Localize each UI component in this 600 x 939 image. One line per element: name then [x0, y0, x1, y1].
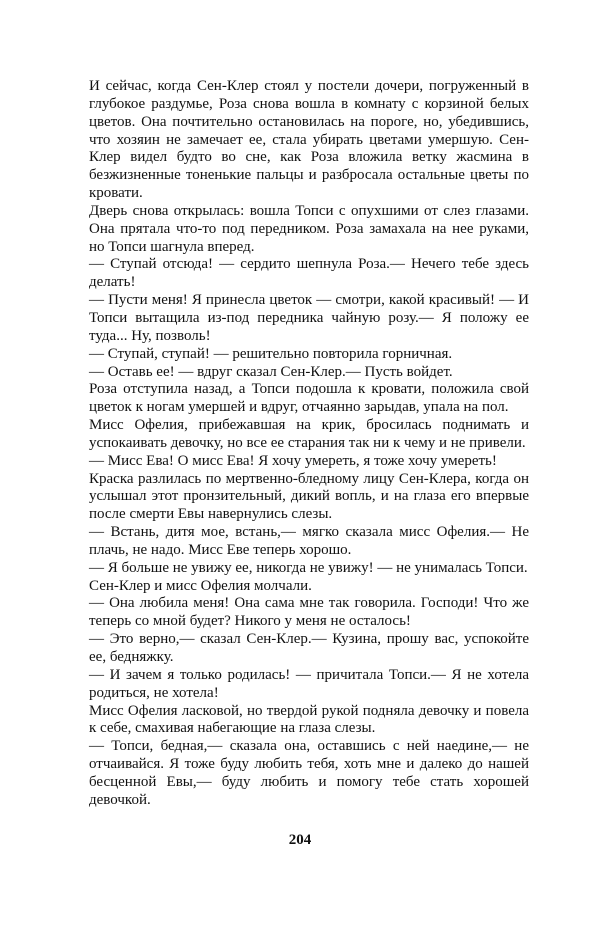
paragraph: — Встань, дитя мое, встань,— мягко сказала мисс Офелия.— Не плачь, не надо. Мисс Еве теперь хорошо.: [89, 524, 529, 558]
paragraph: — Ступай отсюда! — сердито шепнула Роза.— Нечего тебе здесь делать!: [89, 256, 529, 291]
paragraph: — Я больше не увижу ее, никогда не увижу! — не унималась Топси.: [89, 559, 528, 576]
page-number: 204: [288, 832, 312, 848]
paragraph: Мисс Офелия ласковой, но твердой рукой подняла девочку и повела к себе, смахивая набегающие на глаза слезы.: [89, 702, 529, 737]
paragraph: — Мисс Ева! О мисс Ева! Я хочу умереть, я тоже хочу умереть!: [89, 452, 497, 469]
paragraph: Краска разлилась по мертвенно-бледному лицу Сен-Клера, когда он услышал этот пронзительный, дикий вопль, и на глаза его впервые после смерти Евы навернулись слезы.: [89, 470, 529, 523]
paragraph: — Пусти меня! Я принесла цветок — смотри, какой красивый! — И Топси вытащила из-под передника чайную розу.— Я положу ее туда... Ну, позволь!: [89, 292, 529, 344]
paragraph: — Ступай, ступай! — решительно повторила горничная.: [89, 345, 453, 362]
paragraph: Дверь снова открылась: вошла Топси с опухшими от слез глазами. Она прятала что-то под передником. Роза замахала на нее руками, но Топси шагнула вперед.: [89, 202, 529, 255]
paragraph: — Топси, бедная,— сказала она, оставшись с ней наедине,— не отчаивайся. Я тоже буду любить тебя, хоть мне и далеко до нашей бесценной Евы,— буду любить и помогу тебе стать хорошей девочкой.: [89, 738, 529, 808]
paragraph: И сейчас, когда Сен-Клер стоял у постели дочери, погруженный в глубокое раздумье, Роза снова вошла в комнату с корзиной белых цветов. Она почтительно остановилась на пороге, но, убедившись, что хозяин не замечает ее, стала убирать цветами умершую. Сен-Клер видел будто во сне, как Роза вложила ветку жасмина в безжизненные тоненькие пальцы и разбросала остальные цветы по кровати.: [89, 78, 529, 202]
paragraph: — Оставь ее! — вдруг сказал Сен-Клер.— Пусть войдет.: [89, 363, 453, 380]
paragraph: Роза отступила назад, а Топси подошла к кровати, положила свой цветок к ногам умершей и вдруг, отчаянно зарыдав, упала на пол.: [89, 381, 529, 416]
paragraph: Мисс Офелия, прибежавшая на крик, бросилась поднимать и успокаивать девочку, но все ее старания так ни к чему и не привели.: [89, 417, 529, 451]
page-text: [89, 78, 529, 810]
paragraph: Сен-Клер и мисс Офелия молчали.: [89, 577, 312, 594]
paragraph: — И зачем я только родилась! — причитала Топси.— Я не хотела родиться, не хотела!: [89, 666, 529, 701]
paragraph: — Это верно,— сказал Сен-Клер.— Кузина, прошу вас, успокойте ее, бедняжку.: [89, 631, 529, 665]
paragraph: — Она любила меня! Она сама мне так говорила. Господи! Что же теперь со мной будет? Никого у меня не осталось!: [89, 595, 529, 630]
